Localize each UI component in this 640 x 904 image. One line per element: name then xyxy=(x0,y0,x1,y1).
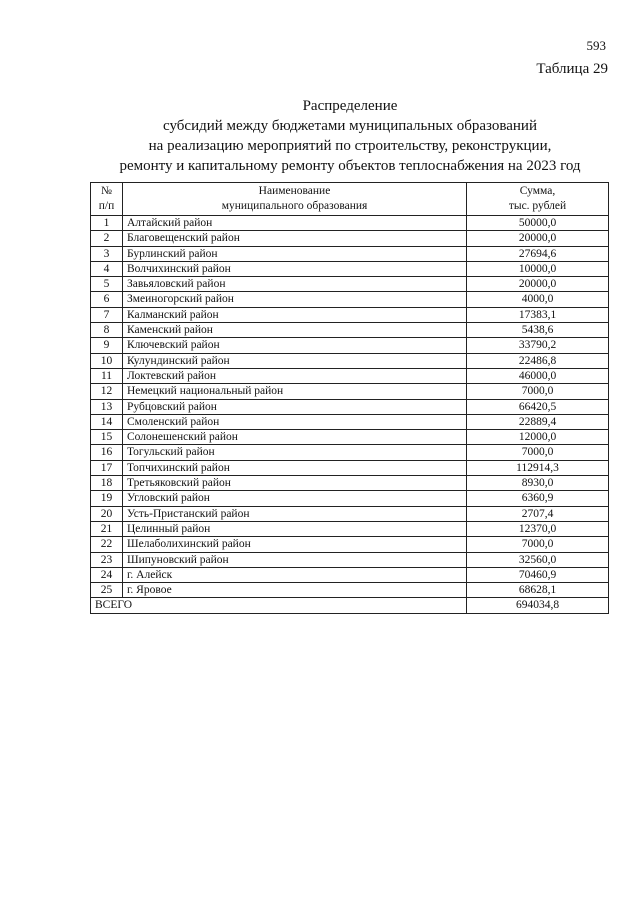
row-sum: 4000,0 xyxy=(467,292,609,307)
header-sum xyxy=(467,183,609,216)
row-name: Каменский район xyxy=(123,323,467,338)
table-row xyxy=(91,521,609,536)
row-name: Третьяковский район xyxy=(123,476,467,491)
row-num: 24 xyxy=(91,567,123,582)
header-name-line2: муниципального образования xyxy=(221,200,368,212)
row-num: 1 xyxy=(91,216,123,231)
row-num: 9 xyxy=(91,338,123,353)
row-name: Волчихинский район xyxy=(123,261,467,276)
row-name: Кулундинский район xyxy=(123,353,467,368)
table-row xyxy=(91,307,609,322)
row-name: Шипуновский район xyxy=(123,552,467,567)
row-num: 6 xyxy=(91,292,123,307)
table-label: Таблица 29 xyxy=(536,61,608,77)
row-num: 4 xyxy=(91,261,123,276)
table-row xyxy=(91,491,609,506)
subsidy-table xyxy=(90,182,609,614)
table-row xyxy=(91,445,609,460)
row-name: Алтайский район xyxy=(123,216,467,231)
table-row xyxy=(91,430,609,445)
header-num-line2: п/п xyxy=(98,200,115,212)
row-name: г. Алейск xyxy=(123,567,467,582)
row-name: Рубцовский район xyxy=(123,399,467,414)
row-num: 8 xyxy=(91,323,123,338)
row-sum: 12370,0 xyxy=(467,521,609,536)
row-name: Смоленский район xyxy=(123,414,467,429)
row-sum: 2707,4 xyxy=(467,506,609,521)
table-row xyxy=(91,338,609,353)
title-line-1: Распределение xyxy=(302,98,398,114)
row-sum: 10000,0 xyxy=(467,261,609,276)
row-sum: 7000,0 xyxy=(467,445,609,460)
row-sum: 20000,0 xyxy=(467,231,609,246)
page-number: 593 xyxy=(586,38,606,53)
table-row xyxy=(91,231,609,246)
header-num xyxy=(91,183,123,216)
row-name: г. Яровое xyxy=(123,583,467,598)
row-num: 17 xyxy=(91,460,123,475)
table-row xyxy=(91,583,609,598)
row-sum: 68628,1 xyxy=(467,583,609,598)
row-name: Завьяловский район xyxy=(123,277,467,292)
table-row xyxy=(91,506,609,521)
row-sum: 66420,5 xyxy=(467,399,609,414)
row-name: Бурлинский район xyxy=(123,246,467,261)
table-row xyxy=(91,216,609,231)
row-name: Немецкий национальный район xyxy=(123,384,467,399)
row-num: 14 xyxy=(91,414,123,429)
row-num: 16 xyxy=(91,445,123,460)
row-name: Локтевский район xyxy=(123,368,467,383)
row-sum: 32560,0 xyxy=(467,552,609,567)
row-num: 19 xyxy=(91,491,123,506)
row-sum: 20000,0 xyxy=(467,277,609,292)
row-num: 3 xyxy=(91,246,123,261)
table-row xyxy=(91,567,609,582)
header-num-line1: № xyxy=(101,185,112,197)
row-sum: 22486,8 xyxy=(467,353,609,368)
row-name: Усть-Пристанский район xyxy=(123,506,467,521)
row-sum: 70460,9 xyxy=(467,567,609,582)
row-name: Целинный район xyxy=(123,521,467,536)
table-row xyxy=(91,552,609,567)
row-num: 18 xyxy=(91,476,123,491)
document-title xyxy=(80,96,620,176)
row-num: 2 xyxy=(91,231,123,246)
header-sum-line1: Сумма, xyxy=(519,185,556,197)
row-name: Угловский район xyxy=(123,491,467,506)
row-sum: 6360,9 xyxy=(467,491,609,506)
table-row xyxy=(91,246,609,261)
header-name xyxy=(123,183,467,216)
table-row xyxy=(91,537,609,552)
row-num: 21 xyxy=(91,521,123,536)
total-row xyxy=(91,598,609,613)
row-sum: 7000,0 xyxy=(467,537,609,552)
row-name: Ключевский район xyxy=(123,338,467,353)
table-row xyxy=(91,460,609,475)
table-row xyxy=(91,368,609,383)
row-num: 23 xyxy=(91,552,123,567)
row-sum: 8930,0 xyxy=(467,476,609,491)
row-name: Шелаболихинский район xyxy=(123,537,467,552)
row-name: Калманский район xyxy=(123,307,467,322)
table-row xyxy=(91,353,609,368)
table-row xyxy=(91,323,609,338)
row-name: Змеиногорский район xyxy=(123,292,467,307)
row-sum: 17383,1 xyxy=(467,307,609,322)
row-sum: 22889,4 xyxy=(467,414,609,429)
title-line-2: субсидий между бюджетами муниципальных образований xyxy=(163,118,537,134)
row-sum: 5438,6 xyxy=(467,323,609,338)
row-num: 7 xyxy=(91,307,123,322)
table-row xyxy=(91,476,609,491)
total-label: ВСЕГО xyxy=(91,598,467,613)
table-row xyxy=(91,277,609,292)
row-sum: 27694,6 xyxy=(467,246,609,261)
row-sum: 46000,0 xyxy=(467,368,609,383)
title-line-4: ремонту и капитальному ремонту объектов теплоснабжения на 2023 год xyxy=(119,158,581,174)
table-row xyxy=(91,399,609,414)
row-num: 15 xyxy=(91,430,123,445)
table-row xyxy=(91,292,609,307)
row-num: 13 xyxy=(91,399,123,414)
row-name: Тогульский район xyxy=(123,445,467,460)
table-row xyxy=(91,384,609,399)
row-sum: 33790,2 xyxy=(467,338,609,353)
row-num: 12 xyxy=(91,384,123,399)
row-name: Солонешенский район xyxy=(123,430,467,445)
row-name: Топчихинский район xyxy=(123,460,467,475)
header-sum-line2: тыс. рублей xyxy=(508,200,567,212)
row-sum: 12000,0 xyxy=(467,430,609,445)
row-num: 5 xyxy=(91,277,123,292)
title-line-3: на реализацию мероприятий по строительству, реконструкции, xyxy=(148,138,552,154)
table-row xyxy=(91,414,609,429)
row-num: 22 xyxy=(91,537,123,552)
row-sum: 112914,3 xyxy=(467,460,609,475)
row-num: 25 xyxy=(91,583,123,598)
row-sum: 7000,0 xyxy=(467,384,609,399)
row-num: 11 xyxy=(91,368,123,383)
row-sum: 50000,0 xyxy=(467,216,609,231)
header-name-line1: Наименование xyxy=(258,185,331,197)
total-sum: 694034,8 xyxy=(467,598,609,613)
row-num: 20 xyxy=(91,506,123,521)
row-num: 10 xyxy=(91,353,123,368)
table-row xyxy=(91,261,609,276)
table-header-row xyxy=(91,183,609,216)
row-name: Благовещенский район xyxy=(123,231,467,246)
